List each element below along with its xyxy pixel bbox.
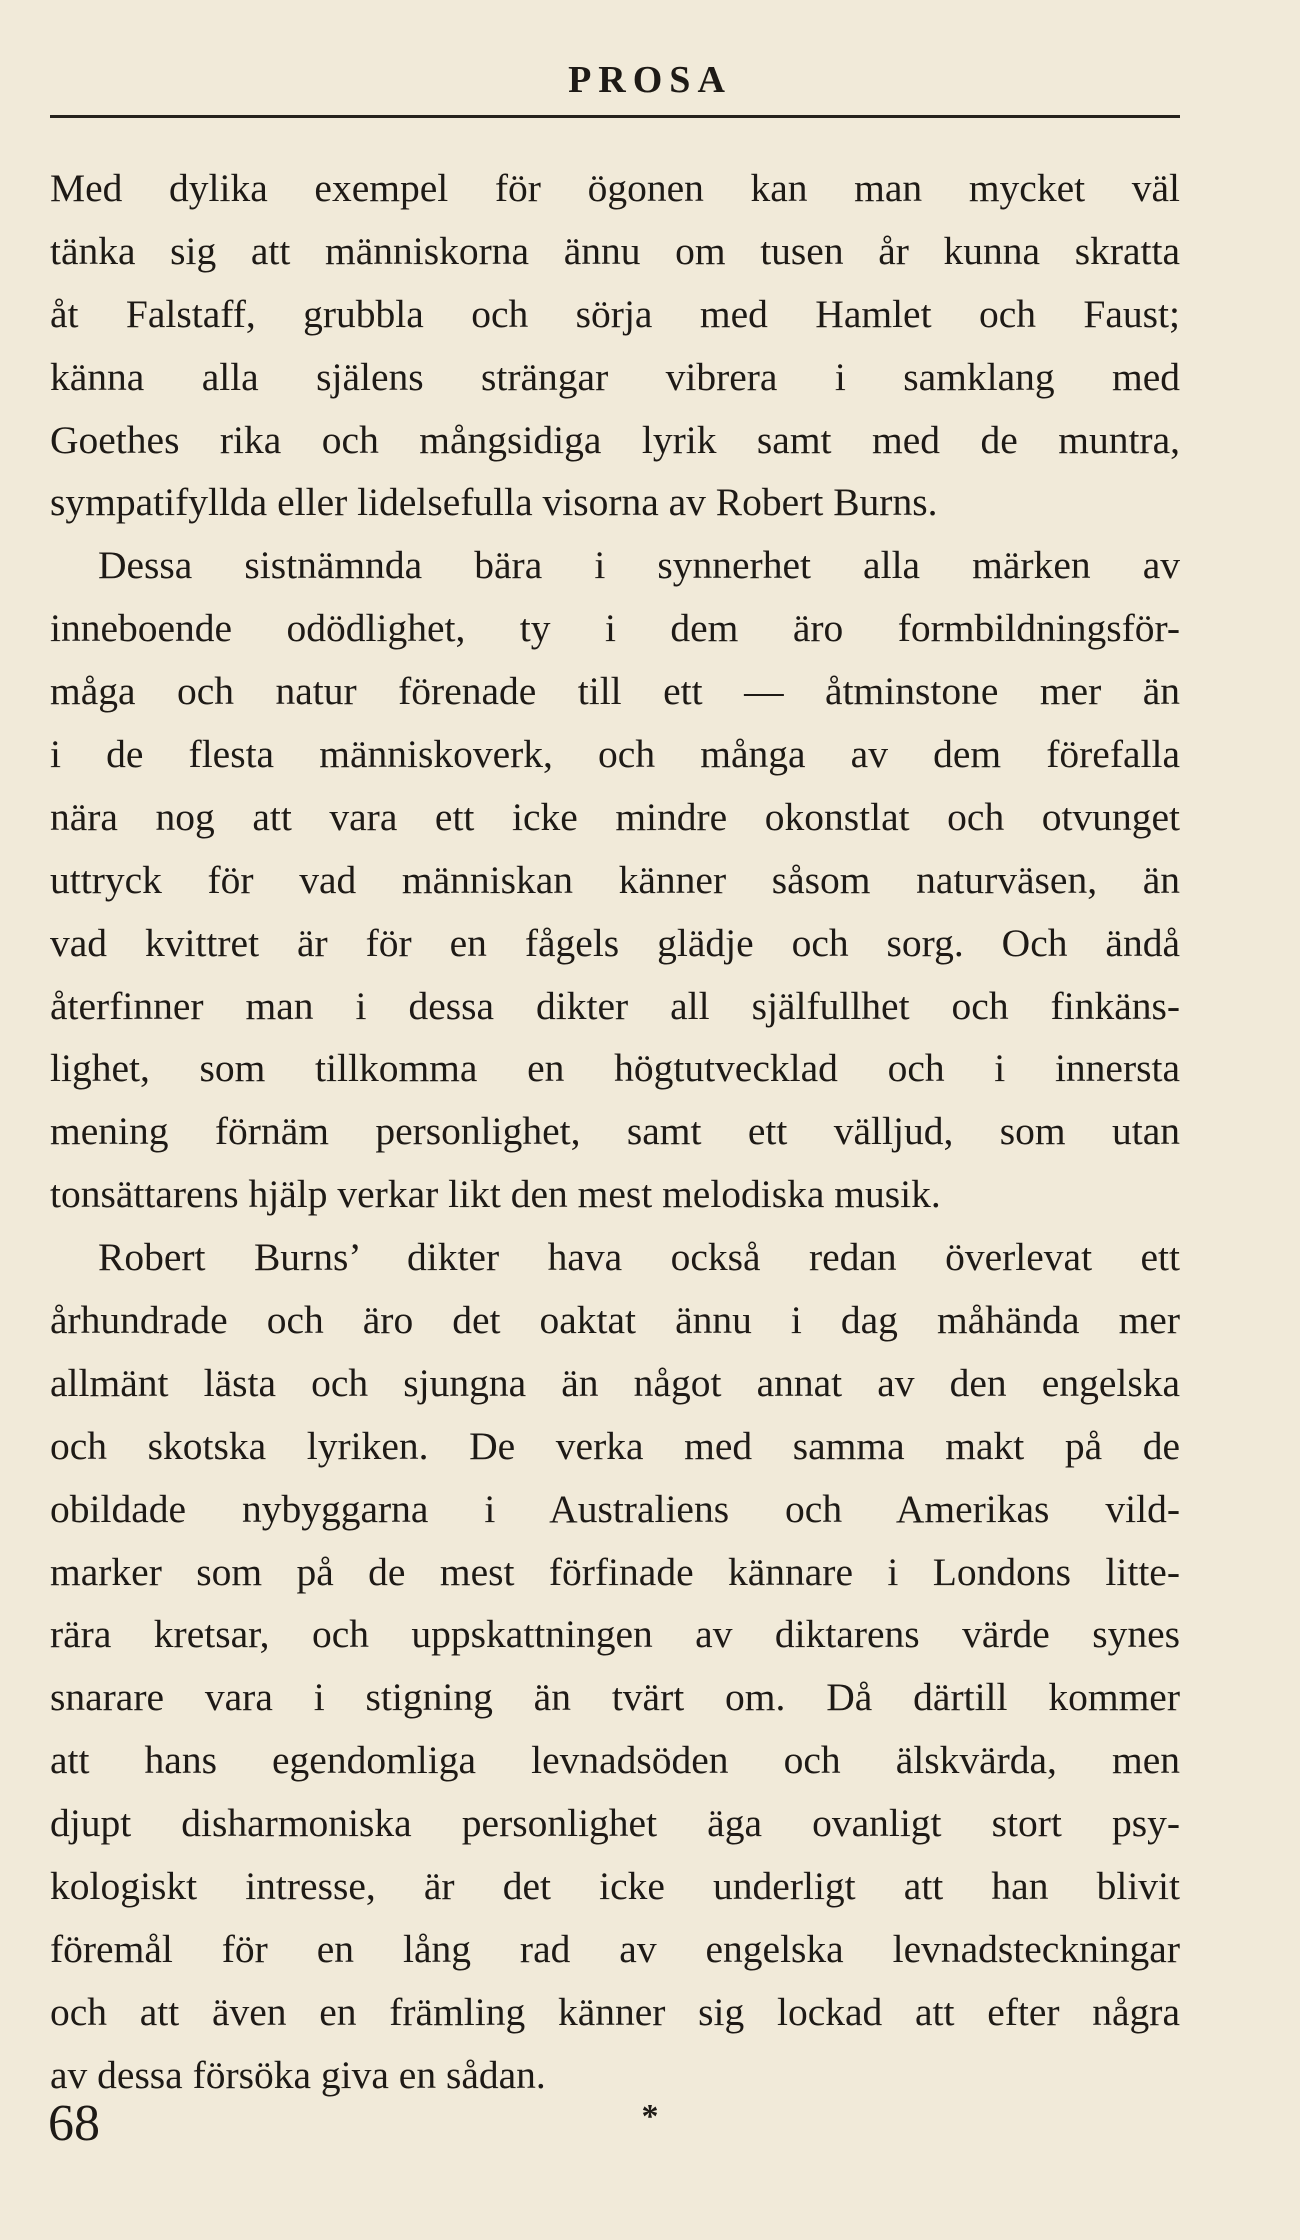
text-line: och att även en främling känner sig lockad att efter några bbox=[50, 1989, 1180, 2034]
text-line: måga och natur förenade till ett — åtminstone mer än bbox=[50, 669, 1180, 714]
text-line: åt Falstaff, grubbla och sörja med Hamlet och Faust; bbox=[50, 291, 1180, 336]
text-line: uttryck för vad människan känner såsom naturväsen, än bbox=[50, 857, 1180, 902]
text-line: och skotska lyriken. De verka med samma makt på de bbox=[50, 1423, 1180, 1468]
text-line: snarare vara i stigning än tvärt om. Då därtill kommer bbox=[50, 1675, 1180, 1720]
text-line: Robert Burns’ dikter hava också redan överlevat ett bbox=[98, 1235, 1180, 1280]
page-number: 68 bbox=[48, 2095, 100, 2152]
text-line: kologiskt intresse, är det icke underligt att han blivit bbox=[50, 1864, 1180, 1909]
text-line: att hans egendomliga levnadsöden och älskvärda, men bbox=[50, 1738, 1180, 1783]
text-line: känna alla själens strängar vibrera i samklang med bbox=[50, 354, 1180, 399]
text-line: marker som på de mest förfinade kännare i Londons litte- bbox=[50, 1549, 1180, 1594]
text-line: i de flesta människoverk, och många av dem förefalla bbox=[50, 732, 1180, 777]
paragraph bbox=[50, 157, 1180, 534]
paragraph bbox=[50, 1226, 1180, 2106]
paragraph bbox=[50, 534, 1180, 1226]
text-line: återfinner man i dessa dikter all själfullhet och finkäns- bbox=[50, 983, 1180, 1028]
text-line: Dessa sistnämnda bära i synnerhet alla märken av bbox=[98, 543, 1180, 588]
text-line: Goethes rika och mångsidiga lyrik samt med de muntra, bbox=[50, 417, 1180, 462]
running-head: PROSA bbox=[568, 59, 732, 101]
text-line: vad kvittret är för en fågels glädje och sorg. Och ändå bbox=[50, 920, 1180, 965]
text-line: lighet, som tillkomma en högtutvecklad och i innersta bbox=[50, 1046, 1180, 1091]
text-line: djupt disharmoniska personlighet äga ovanligt stort psy- bbox=[50, 1801, 1180, 1846]
text-line: mening förnäm personlighet, samt ett välljud, som utan bbox=[50, 1109, 1180, 1154]
body-text bbox=[50, 157, 1180, 2107]
text-line: rära kretsar, och uppskattningen av diktarens värde synes bbox=[50, 1612, 1180, 1657]
text-line: inneboende odödlighet, ty i dem äro formbildningsför- bbox=[50, 606, 1180, 651]
text-line: Med dylika exempel för ögonen kan man mycket väl bbox=[50, 166, 1180, 210]
text-line: föremål för en lång rad av engelska levnadsteckningar bbox=[50, 1926, 1180, 1971]
text-line: sympatifyllda eller lidelsefulla visorna av Robert Burns. bbox=[50, 480, 938, 525]
text-line: tonsättarens hjälp verkar likt den mest melodiska musik. bbox=[50, 1172, 941, 1217]
section-break-asterisk: * bbox=[641, 2098, 659, 2135]
header-rule bbox=[50, 115, 1180, 118]
text-line: obildade nybyggarna i Australiens och Amerikas vild- bbox=[50, 1486, 1180, 1531]
text-line: århundrade och äro det oaktat ännu i dag måhända mer bbox=[50, 1298, 1180, 1343]
text-line: tänka sig att människorna ännu om tusen år kunna skratta bbox=[50, 228, 1180, 273]
text-line: av dessa försöka giva en sådan. bbox=[50, 2052, 546, 2097]
text-line: nära nog att vara ett icke mindre okonstlat och otvunget bbox=[50, 794, 1180, 839]
text-line: allmänt lästa och sjungna än något annat av den engelska bbox=[50, 1360, 1180, 1405]
